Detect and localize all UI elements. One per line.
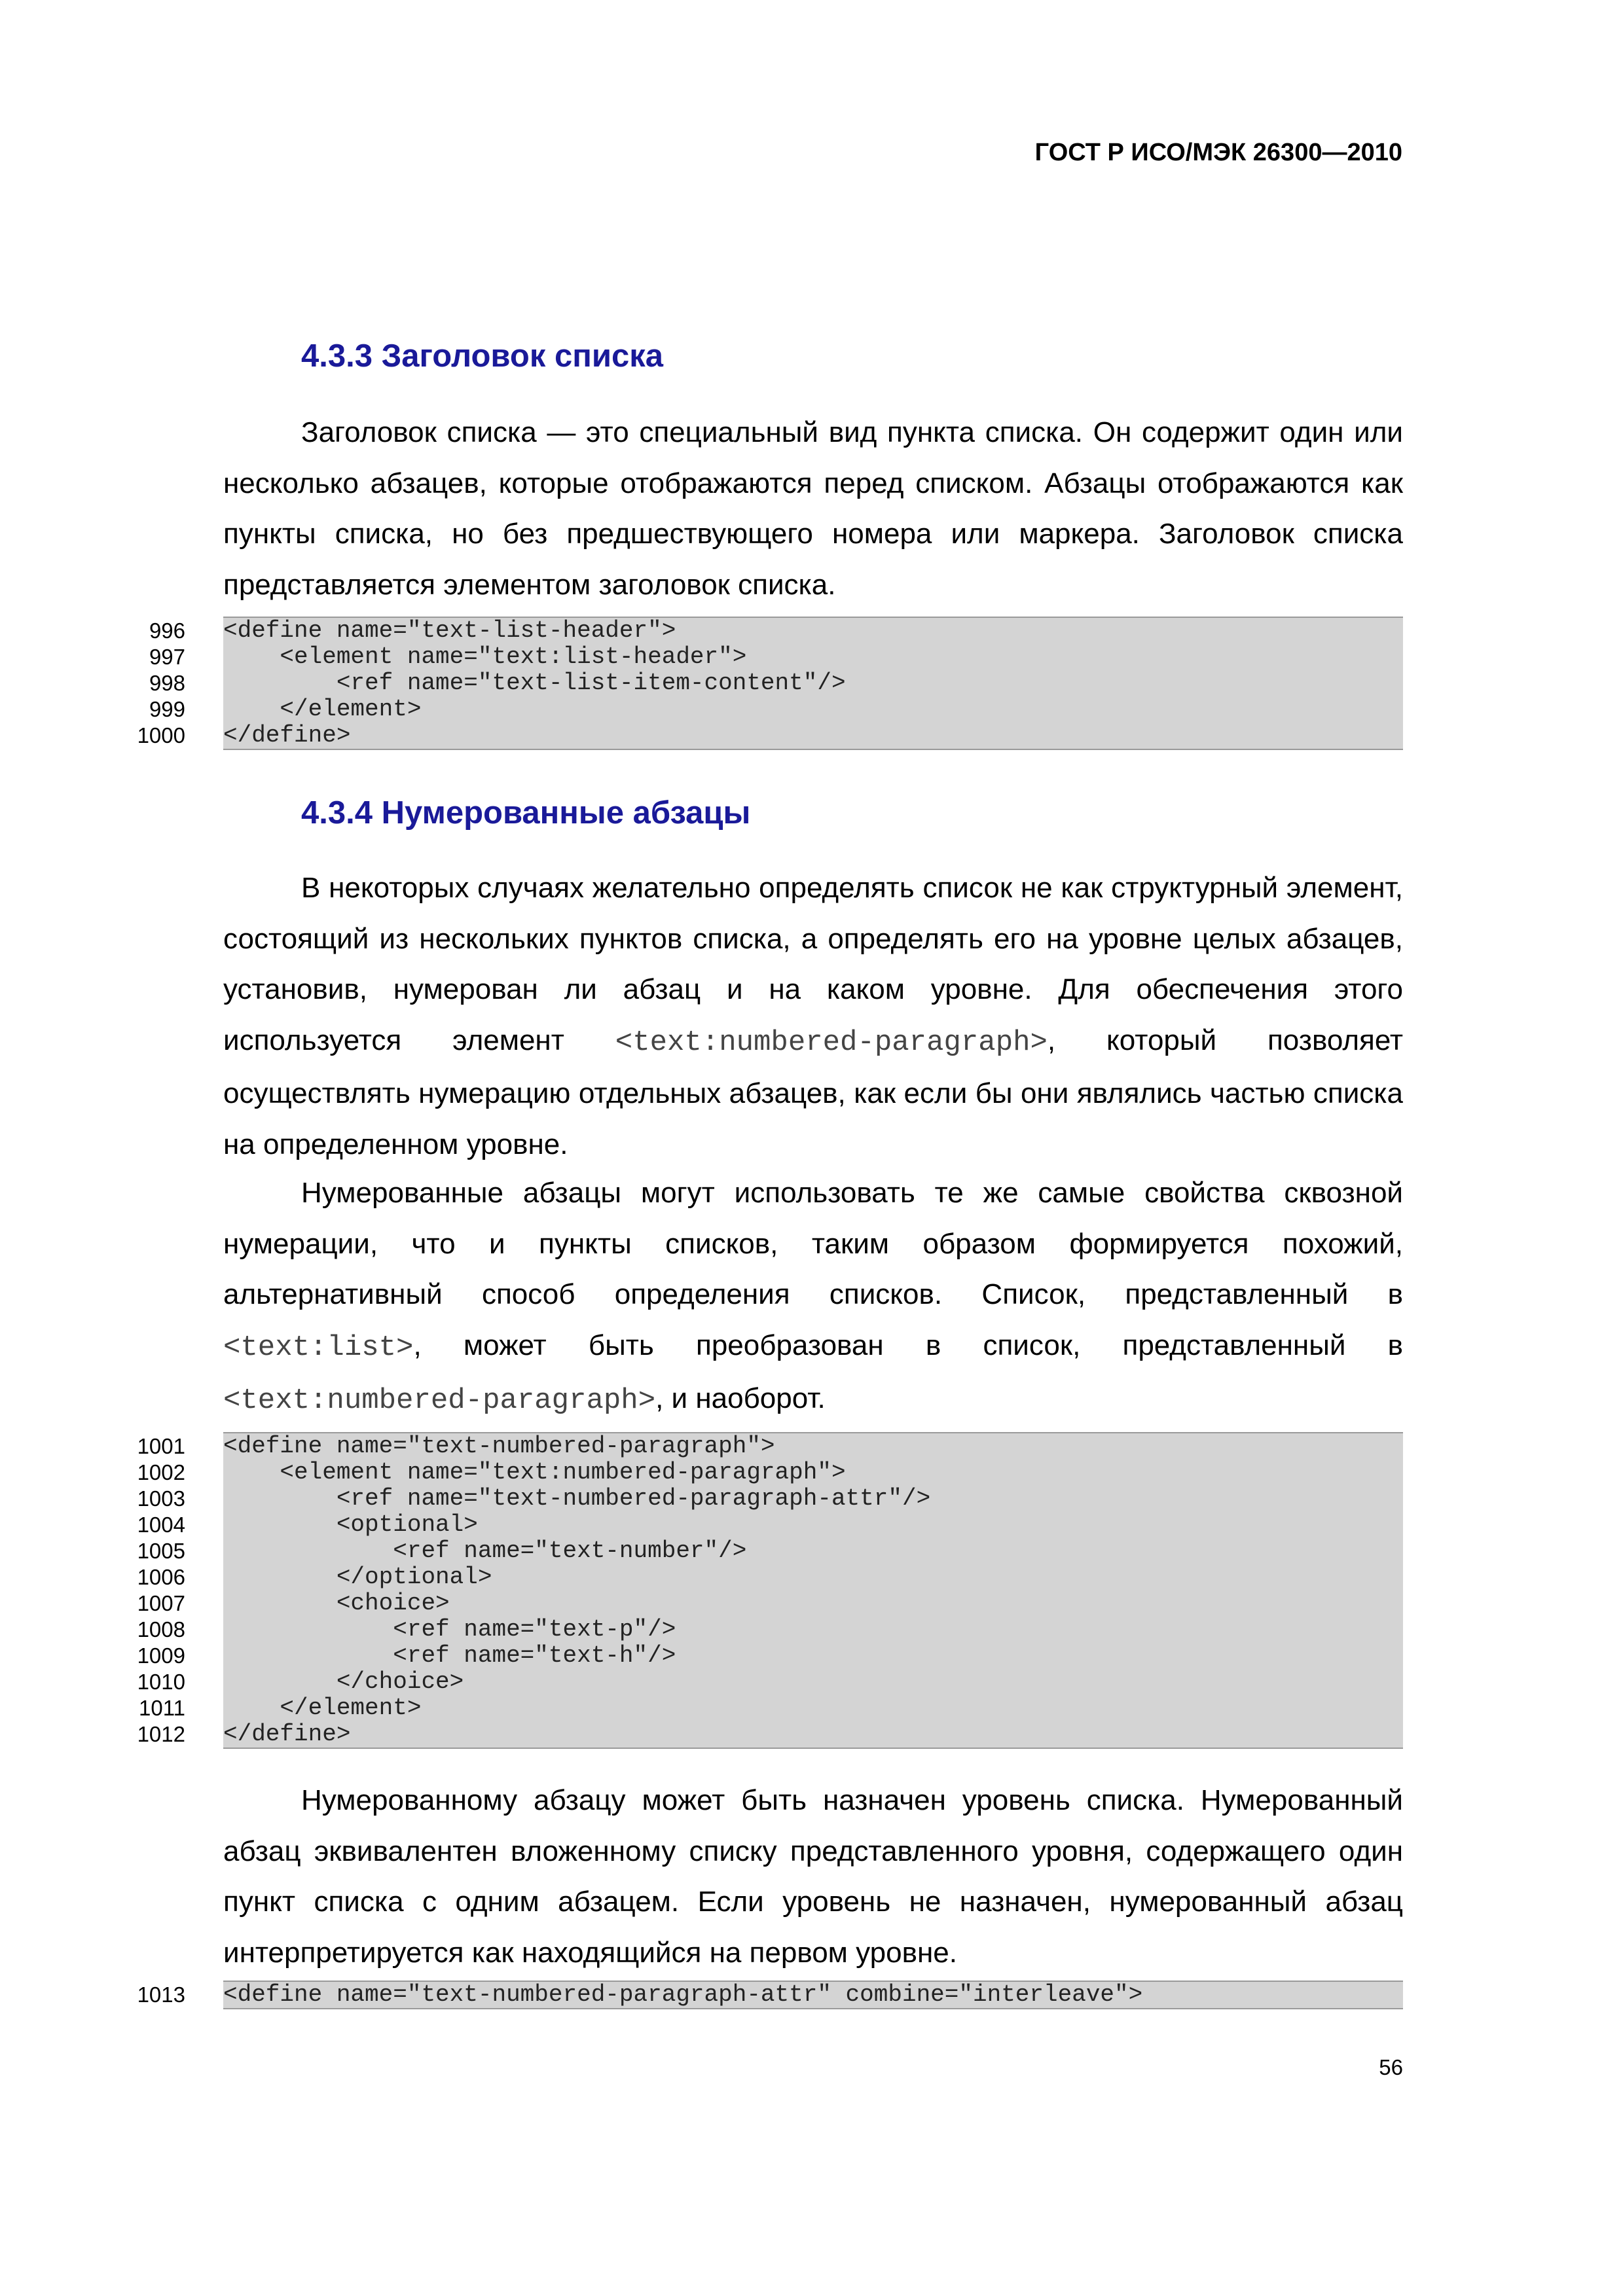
code-block-list-header xyxy=(137,617,1403,750)
code-text: <ref name="text-p"/> xyxy=(223,1616,676,1643)
line-number: 1005 xyxy=(137,1539,185,1563)
code-line xyxy=(137,1590,1403,1617)
line-number: 1000 xyxy=(137,723,185,747)
code-text: </element> xyxy=(223,696,422,723)
code-line xyxy=(137,1642,1403,1669)
page-number: 56 xyxy=(1379,2055,1403,2079)
line-number: 1007 xyxy=(137,1591,185,1615)
code-text: </element> xyxy=(223,1695,422,1721)
code-line xyxy=(137,1511,1403,1538)
code-text: <define name="text-list-header"> xyxy=(223,617,676,644)
code-line xyxy=(149,617,1403,644)
code-text: <ref name="text-h"/> xyxy=(223,1642,676,1669)
text-run: , может быть преобразован в список, представленный в xyxy=(413,1329,1403,1361)
text-run: Нумерованные абзацы могут использовать те же самые свойства сквозной нумерации, что и пункты списков, таким образом формируется похожий, альтернативный способ определения списков. Список, представленный в xyxy=(223,1177,1403,1310)
code-line xyxy=(137,1616,1403,1643)
code-text: <ref name="text-list-item-content"/> xyxy=(223,670,846,696)
line-number: 998 xyxy=(149,671,185,695)
code-text: <optional> xyxy=(223,1511,478,1538)
text-run: , и наоборот. xyxy=(655,1382,826,1414)
code-line xyxy=(149,670,1403,696)
document-header: ГОСТ Р ИСО/МЭК 26300—2010 xyxy=(1034,139,1402,166)
code-text: <choice> xyxy=(223,1590,450,1617)
code-line xyxy=(137,1433,1403,1460)
line-number: 999 xyxy=(149,697,185,721)
code-line xyxy=(137,1721,1403,1748)
line-number: 1008 xyxy=(137,1617,185,1641)
line-number: 1003 xyxy=(137,1486,185,1511)
line-number: 997 xyxy=(149,645,185,669)
code-text: <ref name="text-numbered-paragraph-attr"/> xyxy=(223,1485,931,1512)
line-number: 1009 xyxy=(137,1643,185,1668)
code-text: <define name="text-numbered-paragraph-attr" combine="interleave"> xyxy=(223,1981,1143,2008)
code-line xyxy=(137,1668,1403,1695)
line-number: 1011 xyxy=(139,1696,185,1720)
inline-code: <text:numbered-paragraph> xyxy=(223,1384,656,1417)
code-line xyxy=(137,1537,1403,1564)
code-line xyxy=(149,696,1403,723)
code-text: <element name="text:numbered-paragraph"> xyxy=(223,1459,846,1486)
code-line xyxy=(139,1695,1403,1721)
text-run: В некоторых случаях желательно определять список не как структурный элемент, состоящий из нескольких пунктов списка, а определять его на уровне целых абзацев, установив, нумерован ли абзац и на каком уровне. Для обеспечения этого используется элемент xyxy=(223,872,1403,1056)
code-text: </optional> xyxy=(223,1564,492,1590)
paragraph-list-header: Заголовок списка — это специальный вид пункта списка. Он содержит один или несколько абзацев, которые отображаются перед списком. Абзацы отображаются как пункты списка, но без предшествующего номера или маркера. Заголовок списка представляется элементом заголовок списка. xyxy=(223,416,1403,601)
code-line xyxy=(137,1459,1403,1486)
code-text: </define> xyxy=(223,1721,351,1748)
code-line xyxy=(137,1485,1403,1512)
line-number: 996 xyxy=(149,619,185,643)
line-number: 1004 xyxy=(137,1513,185,1537)
code-line xyxy=(137,1981,1403,2008)
text-run: , который позволяет осуществлять нумерацию отдельных абзацев, как если бы они являлись частью списка на определенном уровне. xyxy=(223,1024,1404,1160)
line-number: 1013 xyxy=(137,1982,185,2007)
paragraph-numbered-level: Нумерованному абзацу может быть назначен уровень списка. Нумерованный абзац эквивалентен вложенному списку представленного уровня, содержащего один пункт списка с одним абзацем. Если уровень не назначен, нумерованный абзац интерпретируется как находящийся на первом уровне. xyxy=(223,1784,1403,1969)
code-text: <element name="text:list-header"> xyxy=(223,643,747,670)
inline-code: <text:list> xyxy=(223,1331,414,1364)
inline-code: <text:numbered-paragraph> xyxy=(615,1026,1048,1059)
code-text: <ref name="text-number"/> xyxy=(223,1537,747,1564)
code-line xyxy=(149,643,1403,670)
line-number: 1006 xyxy=(137,1565,185,1589)
code-block-numbered-paragraph xyxy=(137,1432,1403,1749)
code-line xyxy=(137,1564,1403,1590)
section-heading-4-3-4: 4.3.4 Нумерованные абзацы xyxy=(301,795,751,831)
code-text: </choice> xyxy=(223,1668,464,1695)
line-number: 1012 xyxy=(137,1722,185,1746)
line-number: 1002 xyxy=(137,1460,185,1484)
paragraph-numbered-intro xyxy=(223,863,1403,1170)
code-line xyxy=(137,722,1403,749)
code-block-numbered-paragraph-attr xyxy=(137,1981,1403,2009)
code-text: <define name="text-numbered-paragraph"> xyxy=(223,1433,775,1460)
line-number: 1010 xyxy=(137,1670,185,1694)
line-number: 1001 xyxy=(137,1434,185,1458)
code-text: </define> xyxy=(223,722,351,749)
paragraph-numbered-properties xyxy=(223,1168,1403,1427)
section-heading-4-3-3: 4.3.3 Заголовок списка xyxy=(301,338,663,374)
